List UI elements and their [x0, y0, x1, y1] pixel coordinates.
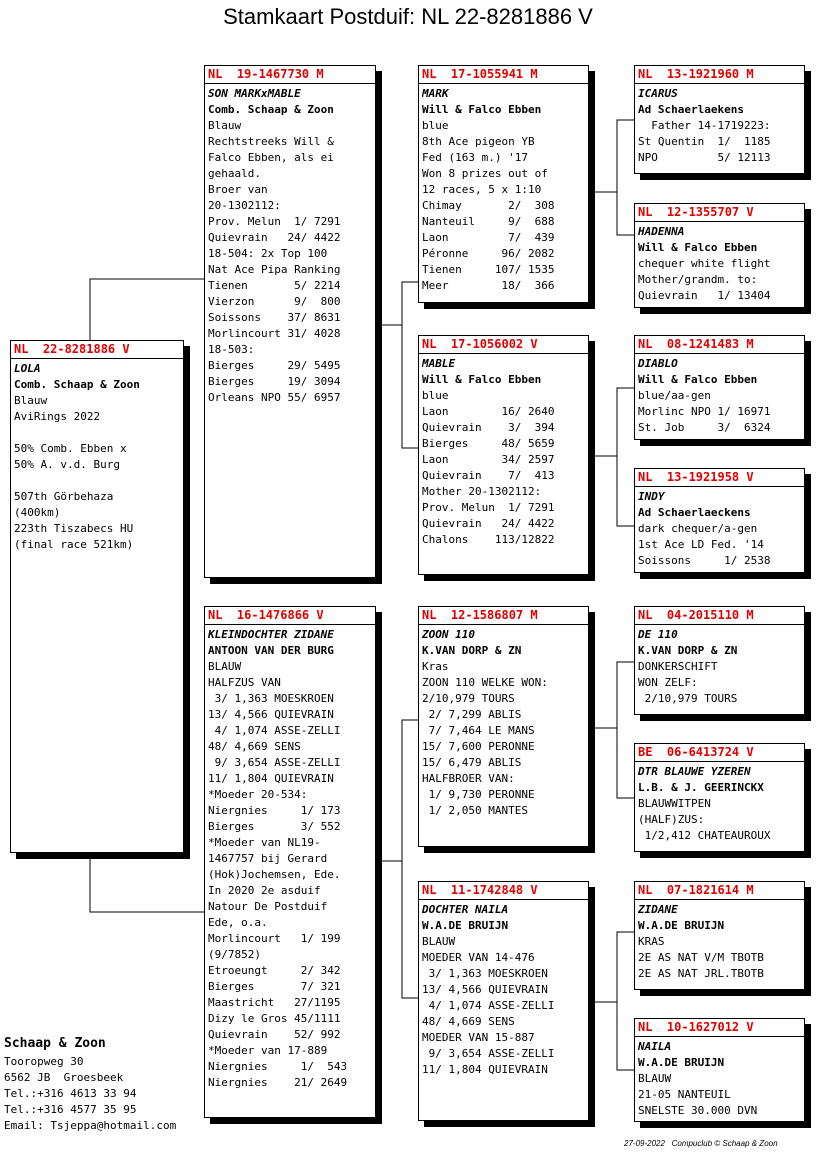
pedigree-card-sire-sire: [418, 65, 589, 303]
owner-address: Tooropweg 30: [4, 1055, 84, 1068]
pigeon-name: HADENNA: [638, 225, 685, 238]
info-line: St. Job 3/ 6324: [638, 421, 771, 434]
info-line: Tienen 107/ 1535: [422, 263, 555, 276]
breeder-name: ANTOON VAN DER BURG: [208, 644, 334, 657]
info-line: 18-503:: [208, 343, 255, 356]
info-line: Laon 7/ 439: [422, 231, 555, 244]
info-line: chequer white flight: [638, 257, 771, 270]
info-line: Vierzon 9/ 800: [208, 295, 341, 308]
breeder-name: Comb. Schaap & Zoon: [14, 378, 140, 391]
info-line: 48/ 4,669 SENS: [208, 740, 301, 753]
info-line: Tienen 5/ 2214: [208, 279, 341, 292]
ring-number: NL 11-1742848 V: [419, 882, 588, 900]
pedigree-card-ggp-3: [634, 335, 805, 440]
info-line: Bierges 19/ 3094: [208, 375, 341, 388]
card-body: [635, 84, 804, 168]
info-line: Ede, o.a.: [208, 916, 268, 929]
pigeon-name: ZOON 110: [422, 628, 475, 641]
info-line: 50% A. v.d. Burg: [14, 458, 120, 471]
breeder-name: Will & Falco Ebben: [422, 373, 542, 386]
info-line: Rechtstreeks Will &: [208, 135, 334, 148]
info-line: 20-1302112:: [208, 199, 281, 212]
info-line: Bierges 48/ 5659: [422, 437, 555, 450]
card-body: [419, 354, 588, 550]
info-line: blue/aa-gen: [638, 389, 711, 402]
info-line: 507th Görbehaza: [14, 490, 114, 503]
info-line: BLAUW: [638, 1072, 672, 1085]
info-line: Natour De Postduif: [208, 900, 328, 913]
pedigree-card-ggp-8: [634, 1018, 805, 1122]
info-line: Mother/grandm. to:: [638, 273, 758, 286]
info-line: Maastricht 27/1195: [208, 996, 341, 1009]
info-line: Father 14-1719223:: [638, 119, 771, 132]
info-line: 13/ 4,566 QUIEVRAIN: [208, 708, 334, 721]
info-line: 1st Ace LD Fed. '14: [638, 538, 764, 551]
card-body: [635, 762, 804, 846]
info-line: Broer van: [208, 183, 268, 196]
info-line: MOEDER VAN 15-887: [422, 1031, 535, 1044]
info-line: Blauw: [208, 119, 242, 132]
info-line: Mother 20-1302112:: [422, 485, 542, 498]
ring-number: NL 07-1821614 M: [635, 882, 804, 900]
info-line: In 2020 2e asduif: [208, 884, 321, 897]
breeder-name: Will & Falco Ebben: [638, 373, 758, 386]
info-line: 15/ 7,600 PERONNE: [422, 740, 535, 753]
info-line: 9/ 3,654 ASSE-ZELLI: [208, 756, 341, 769]
info-line: BLAUWWITPEN: [638, 797, 711, 810]
info-line: (final race 521km): [14, 538, 134, 551]
info-line: 2/10,979 TOURS: [638, 692, 738, 705]
card-body: [419, 625, 588, 821]
info-line: NPO 5/ 12113: [638, 151, 771, 164]
ring-number: NL 13-1921960 M: [635, 66, 804, 84]
info-line: St Quentin 1/ 1185: [638, 135, 771, 148]
info-line: Morlincourt 31/ 4028: [208, 327, 341, 340]
info-line: Won 8 prizes out of: [422, 167, 548, 180]
breeder-name: Ad Schaerlaeckens: [638, 506, 751, 519]
info-line: blue: [422, 119, 449, 132]
info-line: gehaald.: [208, 167, 261, 180]
info-line: Péronne 96/ 2082: [422, 247, 555, 260]
card-body: [205, 84, 375, 408]
info-line: Prov. Melun 1/ 7291: [422, 501, 555, 514]
info-line: 1/ 9,730 PERONNE: [422, 788, 535, 801]
pigeon-name: DE 110: [638, 628, 678, 641]
pedigree-card-sire-dam: [418, 335, 589, 575]
info-line: Quievrain 24/ 4422: [422, 517, 555, 530]
breeder-name: Comb. Schaap & Zoon: [208, 103, 334, 116]
ring-number: NL 08-1241483 M: [635, 336, 804, 354]
card-body: [205, 625, 375, 1093]
info-line: Orleans NPO 55/ 6957: [208, 391, 341, 404]
info-line: Fed (163 m.) '17: [422, 151, 528, 164]
info-line: dark chequer/a-gen: [638, 522, 758, 535]
info-line: Quievrain 3/ 394: [422, 421, 555, 434]
info-line: Quievrain 1/ 13404: [638, 289, 771, 302]
card-body: [419, 900, 588, 1080]
info-line: blue: [422, 389, 449, 402]
info-line: [14, 425, 180, 441]
breeder-name: K.VAN DORP & ZN: [638, 644, 738, 657]
info-line: 1467757 bij Gerard: [208, 852, 328, 865]
info-line: Dizy le Gros 45/1111: [208, 1012, 341, 1025]
pigeon-name: KLEINDOCHTER ZIDANE: [208, 628, 334, 641]
info-line: 7/ 7,464 LE MANS: [422, 724, 535, 737]
info-line: Nanteuil 9/ 688: [422, 215, 555, 228]
owner-name: Schaap & Zoon: [4, 1036, 106, 1051]
owner-postcode-city: 6562 JB Groesbeek: [4, 1071, 124, 1084]
breeder-name: Will & Falco Ebben: [638, 241, 758, 254]
info-line: 3/ 1,363 MOESKROEN: [208, 692, 334, 705]
info-line: HALFZUS VAN: [208, 676, 281, 689]
ring-number: NL 10-1627012 V: [635, 1019, 804, 1037]
pigeon-name: DIABLO: [638, 357, 678, 370]
pigeon-name: INDY: [638, 490, 665, 503]
info-line: Etroeungt 2/ 342: [208, 964, 341, 977]
pedigree-card-ggp-5: [634, 606, 805, 715]
ring-number: NL 12-1355707 V: [635, 204, 804, 222]
info-line: 18-504: 2x Top 100: [208, 247, 328, 260]
info-line: BLAUW: [422, 935, 456, 948]
info-line: *Moeder van NL19-: [208, 836, 321, 849]
info-line: 50% Comb. Ebben x: [14, 442, 127, 455]
pigeon-name: MABLE: [422, 357, 456, 370]
pedigree-card-dam-dam: [418, 881, 589, 1121]
info-line: Morlinc NPO 1/ 16971: [638, 405, 771, 418]
info-line: Meer 18/ 366: [422, 279, 555, 292]
card-body: [635, 222, 804, 306]
info-line: 9/ 3,654 ASSE-ZELLI: [422, 1047, 555, 1060]
ring-number: NL 16-1476866 V: [205, 607, 375, 625]
breeder-name: K.VAN DORP & ZN: [422, 644, 522, 657]
info-line: 21-05 NANTEUIL: [638, 1088, 731, 1101]
owner-email: Email: Tsjeppa@hotmail.com: [4, 1119, 177, 1132]
pedigree-card-ggp-2: [634, 203, 805, 308]
pedigree-card-sire: [204, 65, 376, 578]
info-line: 8th Ace pigeon YB: [422, 135, 535, 148]
info-line: Soissons 37/ 8631: [208, 311, 341, 324]
ring-number: NL 13-1921958 V: [635, 469, 804, 487]
ring-number: NL 17-1055941 M: [419, 66, 588, 84]
info-line: 12 races, 5 x 1:10: [422, 183, 542, 196]
pedigree-card-ggp-1: [634, 65, 805, 174]
ring-number: NL 22-8281886 V: [11, 341, 183, 359]
card-body: [635, 1037, 804, 1121]
info-line: Chalons 113/12822: [422, 533, 555, 546]
card-body: [11, 359, 183, 555]
info-line: 2E AS NAT V/M TBOTB: [638, 951, 764, 964]
info-line: (HALF)ZUS:: [638, 813, 705, 826]
info-line: Quievrain 24/ 4422: [208, 231, 341, 244]
pedigree-card-ggp-4: [634, 468, 805, 573]
info-line: Niergnies 1/ 543: [208, 1060, 348, 1073]
card-body: [419, 84, 588, 296]
pedigree-card-ggp-6: [634, 743, 805, 852]
ring-number: NL 17-1056002 V: [419, 336, 588, 354]
info-line: DONKERSCHIFT: [638, 660, 718, 673]
card-body: [635, 354, 804, 438]
info-line: (400km): [14, 506, 61, 519]
pigeon-name: DTR BLAUWE YZEREN: [638, 765, 751, 778]
info-line: 4/ 1,074 ASSE-ZELLI: [208, 724, 341, 737]
pigeon-name: LOLA: [14, 362, 41, 375]
ring-number: BE 06-6413724 V: [635, 744, 804, 762]
card-body: [635, 487, 804, 571]
owner-phone: Tel.:+316 4613 33 94: [4, 1087, 137, 1100]
pigeon-name: DOCHTER NAILA: [422, 903, 509, 916]
info-line: 11/ 1,804 QUIEVRAIN: [422, 1063, 548, 1076]
breeder-name: W.A.DE BRUIJN: [638, 1056, 725, 1069]
info-line: Quievrain 52/ 992: [208, 1028, 341, 1041]
info-line: Bierges 3/ 552: [208, 820, 341, 833]
info-line: 2/ 7,299 ABLIS: [422, 708, 522, 721]
info-line: 11/ 1,804 QUIEVRAIN: [208, 772, 334, 785]
pigeon-name: MARK: [422, 87, 449, 100]
pedigree-card-dam: [204, 606, 376, 1118]
info-line: Niergnies 1/ 173: [208, 804, 341, 817]
info-line: 2/10,979 TOURS: [422, 692, 515, 705]
info-line: Bierges 7/ 321: [208, 980, 341, 993]
info-line: WON ZELF:: [638, 676, 698, 689]
owner-phone: Tel.:+316 4577 35 95: [4, 1103, 137, 1116]
info-line: Soissons 1/ 2538: [638, 554, 771, 567]
info-line: Kras: [422, 660, 449, 673]
card-body: [635, 900, 804, 984]
info-line: 2E AS NAT JRL.TBOTB: [638, 967, 764, 980]
owner-info: [4, 1034, 176, 1134]
info-line: AviRings 2022: [14, 410, 101, 423]
info-line: Prov. Melun 1/ 7291: [208, 215, 341, 228]
info-line: Laon 16/ 2640: [422, 405, 555, 418]
ring-number: NL 19-1467730 M: [205, 66, 375, 84]
info-line: Laon 34/ 2597: [422, 453, 555, 466]
breeder-name: L.B. & J. GEERINCKX: [638, 781, 764, 794]
info-line: 223th Tiszabecs HU: [14, 522, 134, 535]
info-line: Falco Ebben, als ei: [208, 151, 334, 164]
info-line: 15/ 6,479 ABLIS: [422, 756, 522, 769]
info-line: 1/ 2,050 MANTES: [422, 804, 528, 817]
info-line: 13/ 4,566 QUIEVRAIN: [422, 983, 548, 996]
info-line: BLAUW: [208, 660, 242, 673]
pigeon-name: ICARUS: [638, 87, 678, 100]
pigeon-name: ZIDANE: [638, 903, 678, 916]
ring-number: NL 12-1586807 M: [419, 607, 588, 625]
breeder-name: W.A.DE BRUIJN: [422, 919, 509, 932]
info-line: KRAS: [638, 935, 665, 948]
pigeon-name: NAILA: [638, 1040, 672, 1053]
info-line: 1/2,412 CHATEAUROUX: [638, 829, 771, 842]
info-line: HALFBROER VAN:: [422, 772, 515, 785]
info-line: ZOON 110 WELKE WON:: [422, 676, 548, 689]
info-line: (9/7852): [208, 948, 261, 961]
info-line: Nat Ace Pipa Ranking: [208, 263, 341, 276]
info-line: Quievrain 7/ 413: [422, 469, 555, 482]
pedigree-card-dam-sire: [418, 606, 589, 847]
info-line: MOEDER VAN 14-476: [422, 951, 535, 964]
info-line: 48/ 4,669 SENS: [422, 1015, 515, 1028]
footer-credit: 27-09-2022 Compuclub © Schaap & Zoon: [624, 1139, 778, 1148]
info-line: *Moeder 20-534:: [208, 788, 308, 801]
info-line: (Hok)Jochemsen, Ede.: [208, 868, 341, 881]
info-line: [14, 473, 180, 489]
info-line: 3/ 1,363 MOESKROEN: [422, 967, 548, 980]
info-line: *Moeder van 17-889: [208, 1044, 328, 1057]
breeder-name: Will & Falco Ebben: [422, 103, 542, 116]
card-body: [635, 625, 804, 709]
info-line: SNELSTE 30.000 DVN: [638, 1104, 758, 1117]
info-line: Chimay 2/ 308: [422, 199, 555, 212]
info-line: Morlincourt 1/ 199: [208, 932, 341, 945]
breeder-name: W.A.DE BRUIJN: [638, 919, 725, 932]
pigeon-name: SON MARKxMABLE: [208, 87, 301, 100]
info-line: 4/ 1,074 ASSE-ZELLI: [422, 999, 555, 1012]
pedigree-card-ggp-7: [634, 881, 805, 990]
info-line: Niergnies 21/ 2649: [208, 1076, 348, 1089]
pedigree-card-subject: [10, 340, 184, 853]
page-title: Stamkaart Postduif: NL 22-8281886 V: [223, 4, 593, 29]
info-line: Bierges 29/ 5495: [208, 359, 341, 372]
info-line: Blauw: [14, 394, 48, 407]
breeder-name: Ad Schaerlaekens: [638, 103, 744, 116]
ring-number: NL 04-2015110 M: [635, 607, 804, 625]
